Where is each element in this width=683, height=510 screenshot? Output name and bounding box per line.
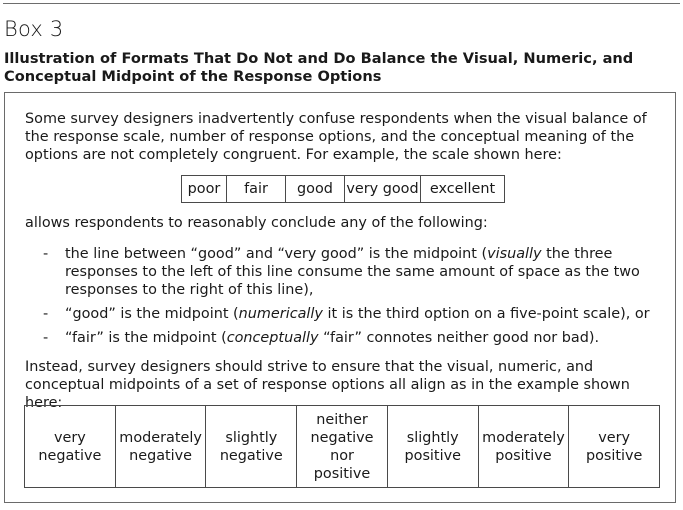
scale-option-good: good [286,176,345,202]
box-heading: Illustration of Formats That Do Not and Do Balance the Visual, Numeric, and Conceptual Midpoint of the Response Options [4,50,634,85]
bullet-text: “fair” is the midpoint ( [65,330,227,346]
scale-option-label: very negative [38,429,102,464]
scale-option-moderately-positive [479,406,570,487]
bullet-text: the three responses to the left of this line consume the same amount of space as the two responses to the right of this line), [65,246,640,298]
bullet-text: “fair” connotes neither good nor bad). [318,330,600,346]
bullet-text: the line between “good” and “very good” is the midpoint ( [65,246,488,262]
scale-option-label: moderately negative [119,429,202,464]
scale-option-label: moderately positive [482,429,565,464]
bullet-dash: - [43,306,49,322]
scale-option-very-positive [569,406,659,487]
instead-paragraph: Instead, survey designers should strive to ensure that the visual, numeric, and conceptual midpoints of a set of response options all align as in the example shown here: [25,359,630,411]
bullet-text: “good” is the midpoint ( [65,306,239,322]
scale-option-excellent: excellent [429,181,496,197]
scale-option-label: slightly negative [219,429,283,464]
scale-option-fair: fair [227,176,286,202]
bullet-item-numeric [65,305,665,323]
bullet-dash: - [43,246,49,262]
bullet-dash: - [43,330,49,346]
scale-option-slightly-positive [388,406,479,487]
scale-option-slightly-negative [206,406,297,487]
intro-paragraph: Some survey designers inadvertently confuse respondents when the visual balance of the response scale, number of response options, and the conceptual meaning of the options are not completely congruent. For example, the scale shown here: [25,111,647,163]
unbalanced-scale [181,175,505,203]
bullet-emphasis: conceptually [226,330,319,346]
scale-option-neither [297,406,388,487]
bullet-emphasis: numerically [238,306,323,322]
top-rule [3,3,680,4]
box-label: Box 3 [4,17,64,41]
balanced-scale [24,405,660,488]
bullet-emphasis: visually [487,246,542,262]
scale-option-moderately-negative [116,406,207,487]
scale-option-very-good: very good [345,176,421,202]
scale-option-label: neither negative nor positive [310,411,374,482]
scale-option-label: slightly positive [404,429,461,464]
scale-option-poor: poor [182,176,227,202]
bullet-text: it is the third option on a five-point scale), or [322,306,650,322]
scale-option-label: very positive [585,429,643,464]
conclusion-intro: allows respondents to reasonably conclude any of the following: [25,215,488,231]
bullet-item-conceptual [65,329,665,347]
bullet-item-visual [65,245,665,299]
scale-option-very-negative [25,406,116,487]
